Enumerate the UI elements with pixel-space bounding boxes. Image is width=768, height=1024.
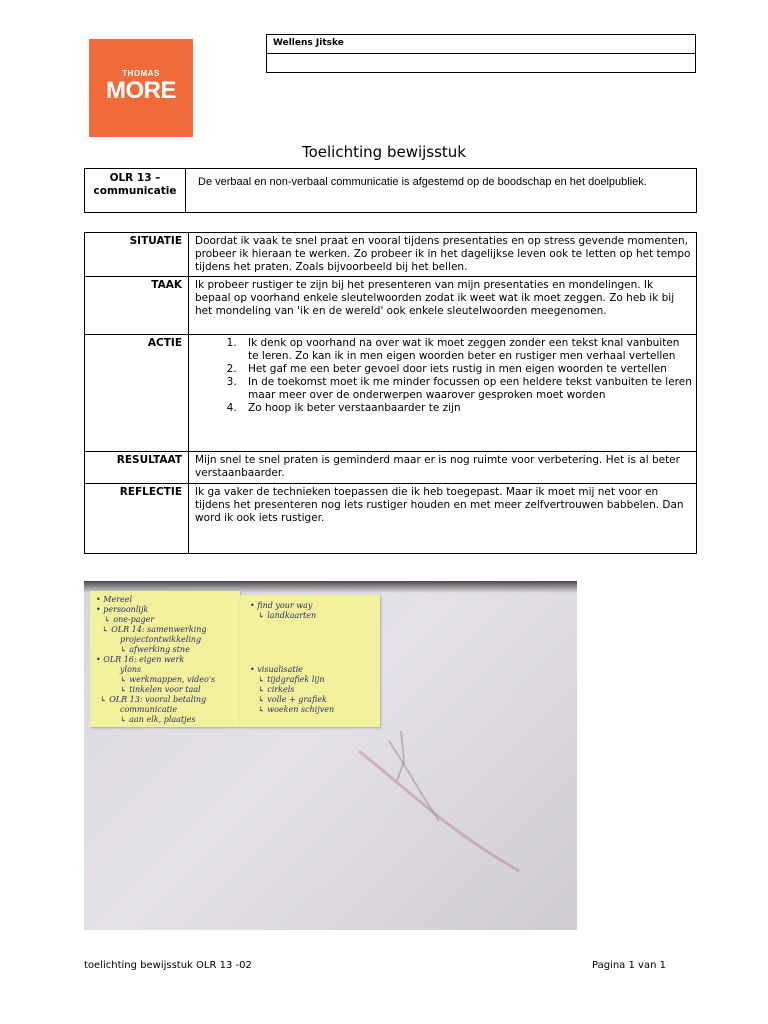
note2-line: ↳ volle + grafiek bbox=[258, 695, 327, 704]
note1-line: ↳ tinkelen voor taal bbox=[120, 685, 201, 694]
note1-line: • OLR 16: eigen werk bbox=[96, 655, 185, 664]
student-name: Wellens Jitske bbox=[267, 35, 695, 54]
logo-line2: MORE bbox=[106, 77, 176, 104]
actie-label: ACTIE bbox=[85, 335, 189, 452]
evidence-photo bbox=[84, 581, 577, 930]
actie-item-3: 3. In de toekomst moet ik me minder focussen op een heldere tekst vanbuiten te leren maar meer over de onderwerpen waarover gesproken moet worden bbox=[240, 376, 692, 402]
note1-line: communicatie bbox=[120, 705, 178, 714]
note2-line: ↳ woeken schijven bbox=[258, 705, 335, 714]
page-title: Toelichting bewijsstuk bbox=[301, 143, 466, 161]
pencil-scribble bbox=[349, 731, 529, 881]
note1-line: ↳ afwerking stne bbox=[120, 645, 190, 654]
reflectie-label: REFLECTIE bbox=[85, 484, 189, 554]
actie-list-cell bbox=[189, 335, 697, 452]
resultaat-text: Mijn snel te snel praten is geminderd maar er is nog ruimte voor verbetering. Het is al beter verstaanbaarder. bbox=[189, 452, 697, 484]
taak-label: TAAK bbox=[85, 277, 189, 335]
note2-line: ↳ landkaarten bbox=[258, 611, 317, 620]
note1-line: projectontwikkeling bbox=[120, 635, 202, 644]
note1-line: • Mereel bbox=[96, 595, 133, 604]
note2-line: • visualisatie bbox=[250, 665, 303, 674]
note2-line: • find your way bbox=[250, 601, 313, 610]
row-taak bbox=[85, 277, 697, 335]
footer-document-id: toelichting bewijsstuk OLR 13 -02 bbox=[84, 960, 252, 971]
taak-text: Ik probeer rustiger te zijn bij het presenteren van mijn presentaties en mondelingen. Ik bepaal op voorhand enkele sleutelwoorden zodat ik weet wat ik moet zeggen. Zo heb ik bij het mondeling van 'ik en de wereld' ook enkele sleutelwoorden meegenomen. bbox=[189, 277, 697, 335]
reflectie-text: Ik ga vaker de technieken toepassen die ik heb toegepast. Maar ik moet mij net voor en tijdens het presenteren nog iets rustiger houden en met meer zelfvertrouwen babbelen. Dan word ik ook iets rustiger. bbox=[189, 484, 697, 554]
star-table bbox=[84, 232, 697, 554]
note1-line: ↳ aan elk, plaatjes bbox=[120, 715, 196, 724]
resultaat-label: RESULTAAT bbox=[85, 452, 189, 484]
situatie-text: Doordat ik vaak te snel praat en vooral tijdens presentaties en op stress gevende momenten, probeer ik hieraan te werken. Zo probeer ik in het dagelijkse leven ook te letten op het tempo tijdens het praten. Zoals bijvoorbeeld bij het bellen. bbox=[189, 233, 697, 277]
note2-line: ↳ cirkels bbox=[258, 685, 295, 694]
actie-item-2: 2. Het gaf me een beter gevoel door iets rustig in men eigen woorden te vertellen bbox=[240, 363, 692, 376]
actie-item-4: 4. Zo hoop ik beter verstaanbaarder te zijn bbox=[240, 402, 692, 415]
logo-line1: THOMAS bbox=[122, 69, 160, 78]
row-resultaat bbox=[85, 452, 697, 484]
sticky-note-left bbox=[90, 591, 240, 727]
note1-line: ↳ OLR 14: samenwerking bbox=[102, 625, 207, 634]
sticky-note-right bbox=[240, 595, 380, 727]
thomas-more-logo bbox=[89, 39, 193, 137]
olr-table bbox=[84, 168, 697, 213]
actie-item-1: 1. Ik denk op voorhand na over wat ik moet zeggen zonder een tekst knal vanbuiten te leren. Zo kan ik in men eigen woorden beter en rustiger men verhaal vertellen bbox=[240, 337, 692, 363]
olr-description: De verbaal en non-verbaal communicatie is afgestemd op de boodschap en het doelpubliek. bbox=[186, 169, 697, 213]
note1-line: ↳ werkmappen, video's bbox=[120, 675, 216, 684]
row-reflectie bbox=[85, 484, 697, 554]
footer-page-number: Pagina 1 van 1 bbox=[592, 960, 666, 971]
situatie-label: SITUATIE bbox=[85, 233, 189, 277]
note1-line: ↳ one-pager bbox=[104, 615, 155, 624]
student-name-box bbox=[266, 34, 696, 73]
note2-line: ↳ tijdgrafiek lijn bbox=[258, 675, 325, 684]
note1-line: • persoonlijk bbox=[96, 605, 149, 614]
row-situatie bbox=[85, 233, 697, 277]
row-actie bbox=[85, 335, 697, 452]
actie-list bbox=[195, 337, 692, 415]
note1-line: ↳ OLR 13: vooral betaling bbox=[100, 695, 207, 704]
olr-label: OLR 13 – communicatie bbox=[85, 169, 186, 213]
note1-line: ylons bbox=[120, 665, 142, 674]
